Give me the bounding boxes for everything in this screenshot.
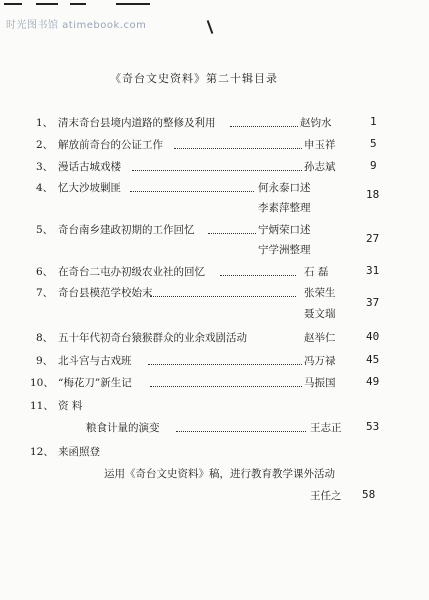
leader-dots: [132, 170, 302, 171]
entry-author: 何永泰口述: [258, 182, 311, 194]
entry-title: “梅花刀”新生记: [58, 377, 132, 389]
entry-author: 申玉祥: [304, 139, 336, 151]
top-edge-mark: [4, 3, 22, 5]
entry-section: 资 料: [58, 400, 83, 412]
entry-page: 5: [370, 137, 377, 150]
entry-page: 31: [366, 264, 380, 277]
entry-page: 40: [366, 330, 380, 343]
entry-author: 孙志斌: [304, 161, 336, 173]
leader-dots: [220, 275, 296, 276]
entry-coauthor: 聂文瑞: [304, 308, 336, 320]
entry-title: 清末奇台县境内道路的整修及利用: [58, 117, 216, 129]
entry-page: 37: [366, 296, 380, 309]
entry-title: 运用《奇台文史资料》稿，进行教育教学课外活动: [104, 468, 335, 480]
entry-number: 11、: [30, 400, 54, 412]
entry-title: 奇台县模范学校始末: [58, 287, 153, 299]
entry-editor: 李素萍整理: [258, 202, 311, 214]
entry-page: 1: [370, 115, 377, 128]
entry-author: 赵钧水: [300, 117, 332, 129]
top-edge-marks: [0, 0, 429, 12]
entry-title: 粮食计量的演变: [86, 422, 160, 434]
leader-dots: [150, 296, 296, 297]
entry-number: 6、: [36, 266, 54, 278]
entry-editor: 宁学洲整理: [258, 244, 311, 256]
leader-dots: [148, 364, 302, 365]
entry-page: 53: [366, 420, 380, 433]
entry-section: 来函照登: [58, 446, 100, 458]
entry-author: 赵举仁: [304, 332, 336, 344]
entry-number: 5、: [36, 224, 54, 236]
entry-title: 五十年代初奇台猿猴群众的业余戏剧活动: [58, 332, 247, 344]
leader-dots: [230, 126, 298, 127]
watermark: 时光图书馆 atimebook.com: [6, 20, 147, 31]
entry-title: 在奇台二屯办初级农业社的回忆: [58, 266, 205, 278]
top-edge-mark: [70, 3, 86, 5]
leader-dots: [130, 191, 254, 192]
entry-page: 9: [370, 159, 377, 172]
entry-author: 马振国: [304, 377, 336, 389]
leader-dots: [208, 233, 256, 234]
entry-number: 12、: [30, 446, 54, 458]
top-edge-mark: [36, 3, 58, 5]
entry-title: 漫话古城戏楼: [58, 161, 121, 173]
page-title: 《奇台文史资料》第二十辑目录: [110, 72, 278, 85]
entry-number: 10、: [30, 377, 54, 389]
entry-author: 石 磊: [304, 266, 329, 278]
entry-number: 3、: [36, 161, 54, 173]
entry-page: 18: [366, 188, 380, 201]
leader-dots: [150, 386, 302, 387]
entry-number: 4、: [36, 182, 54, 194]
entry-author: 王志正: [310, 422, 342, 434]
entry-page: 49: [366, 375, 380, 388]
entry-author: 冯万禄: [304, 355, 336, 367]
entry-number: 8、: [36, 332, 54, 344]
entry-page: 27: [366, 232, 380, 245]
pen-mark: [207, 20, 214, 34]
entry-page: 58: [362, 488, 376, 501]
entry-title: 解放前奇台的公证工作: [58, 139, 163, 151]
entry-title: 忆大沙坡剿匪: [58, 182, 121, 194]
entry-number: 1、: [36, 117, 54, 129]
entry-author: 宁炳荣口述: [258, 224, 311, 236]
entry-number: 7、: [36, 287, 54, 299]
top-edge-mark: [116, 3, 150, 5]
entry-author: 王任之: [310, 490, 342, 502]
entry-title: 北斗宫与古戏班: [58, 355, 132, 367]
entry-title: 奇台南乡建政初期的工作回忆: [58, 224, 195, 236]
leader-dots: [176, 431, 306, 432]
entry-author: 张荣生: [304, 287, 336, 299]
entry-page: 45: [366, 353, 380, 366]
entry-number: 2、: [36, 139, 54, 151]
leader-dots: [174, 148, 302, 149]
entry-number: 9、: [36, 355, 54, 367]
